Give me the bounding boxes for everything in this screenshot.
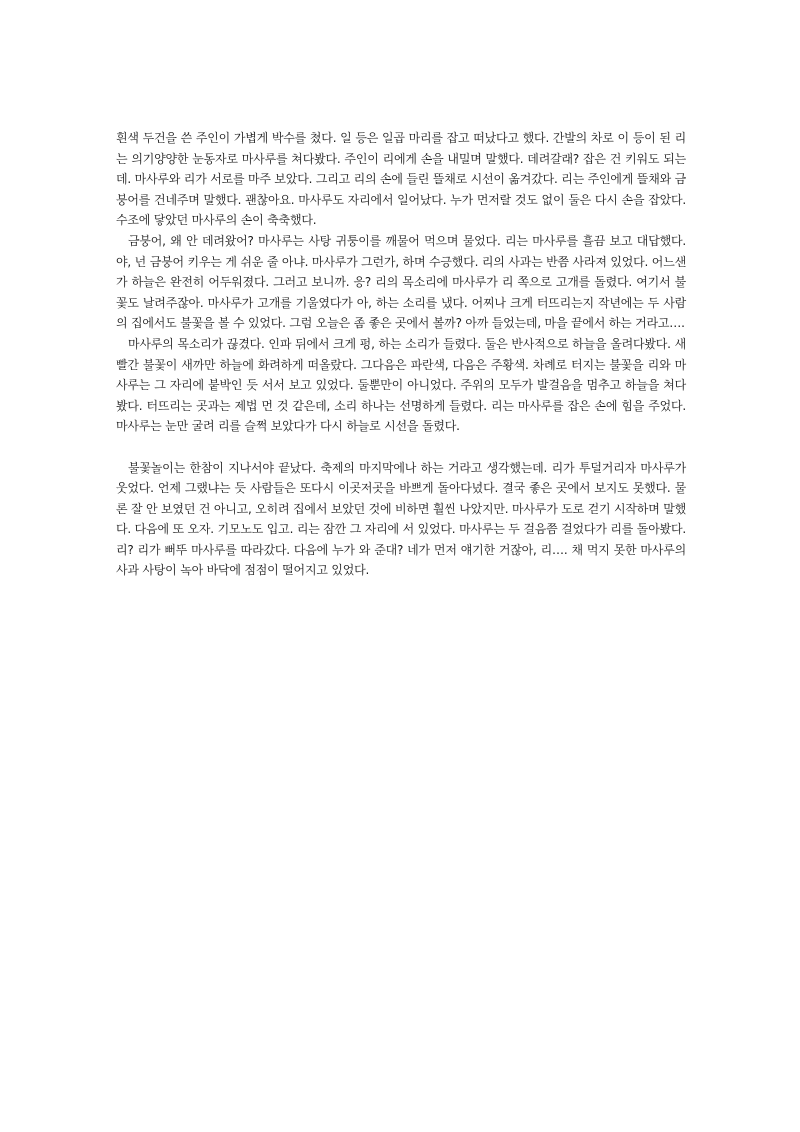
paragraph-spacer: [116, 437, 686, 458]
paragraph-2: 금붕어, 왜 안 데려왔어? 마사루는 사탕 귀퉁이를 깨물어 먹으며 물었다. 리는 마사루를 흘끔 보고 대답했다. 야, 넌 금붕어 키우는 게 쉬운 줄 아냐. 마사루가 그런가, 하며 수긍했다. 리의 사과는 반쯤 사라져 있었다. 어느샌가 하늘은 완전히 어두워졌다. 그러고 보니까. 응? 리의 목소리에 마사루가 리 쪽으로 고개를 돌렸다. 여기서 불꽃도 날려주잖아. 마사루가 고개를 기울였다가 아, 하는 소리를 냈다. 어찌나 크게 터뜨리는지 작년에는 두 사람의 집에서도 불꽃을 볼 수 있었다. 그럼 오늘은 좀 좋은 곳에서 볼까? 아까 들었는데, 마을 끝에서 하는 거라고….: [116, 233, 686, 331]
paragraph-3: 마사루의 목소리가 끊겼다. 인파 뒤에서 크게 펑, 하는 소리가 들렸다. 둘은 반사적으로 하늘을 올려다봤다. 새빨간 불꽃이 새까만 하늘에 화려하게 떠올랐다. 그다음은 파란색, 다음은 주황색. 차례로 터지는 불꽃을 리와 마사루는 그 자리에 붙박인 듯 서서 보고 있었다. 둘뿐만이 아니었다. 주위의 모두가 발걸음을 멈추고 하늘을 쳐다봤다. 터뜨리는 곳과는 제법 먼 것 같은데, 소리 하나는 선명하게 들렸다. 리는 마사루를 잡은 손에 힘을 주었다. 마사루는 눈만 굴려 리를 슬쩍 보았다가 다시 하늘로 시선을 돌렸다.: [116, 336, 686, 434]
paragraph-1: 흰색 두건을 쓴 주인이 가볍게 박수를 쳤다. 일 등은 일곱 마리를 잡고 떠났다고 했다. 간발의 차로 이 등이 된 리는 의기양양한 눈동자로 마사루를 쳐다봤다. 주인이 리에게 손을 내밀며 말했다. 데려갈래? 잡은 건 키워도 되는데. 마사루와 리가 서로를 마주 보았다. 그리고 리의 손에 들린 뜰채로 시선이 옮겨갔다. 리는 주인에게 뜰채와 금붕어를 건네주며 말했다. 괜찮아요. 마사루도 자리에서 일어났다. 누가 먼저랄 것도 없이 둘은 다시 손을 잡았다. 수조에 닿았던 마사루의 손이 축축했다.: [116, 131, 686, 228]
document-body: [116, 128, 686, 581]
paragraph-4: 불꽃놀이는 한참이 지나서야 끝났다. 축제의 마지막에나 하는 거라고 생각했는데. 리가 투덜거리자 마사루가 웃었다. 언제 그랬냐는 듯 사람들은 또다시 이곳저곳을 바쁘게 돌아다녔다. 결국 좋은 곳에서 보지도 못했다. 물론 잘 안 보였던 건 아니고, 오히려 집에서 보았던 것에 비하면 훨씬 나았지만. 마사루가 도로 걷기 시작하며 말했다. 다음에 또 오자. 기모노도 입고. 리는 잠깐 그 자리에 서 있었다. 마사루는 두 걸음쯤 걸었다가 리를 돌아봤다. 리? 리가 뻐뚜 마사루를 따라갔다. 다음에 누가 와 준대? 네가 먼저 얘기한 거잖아, 리…. 채 먹지 못한 마사루의 사과 사탕이 녹아 바닥에 점점이 떨어지고 있었다.: [116, 460, 686, 578]
